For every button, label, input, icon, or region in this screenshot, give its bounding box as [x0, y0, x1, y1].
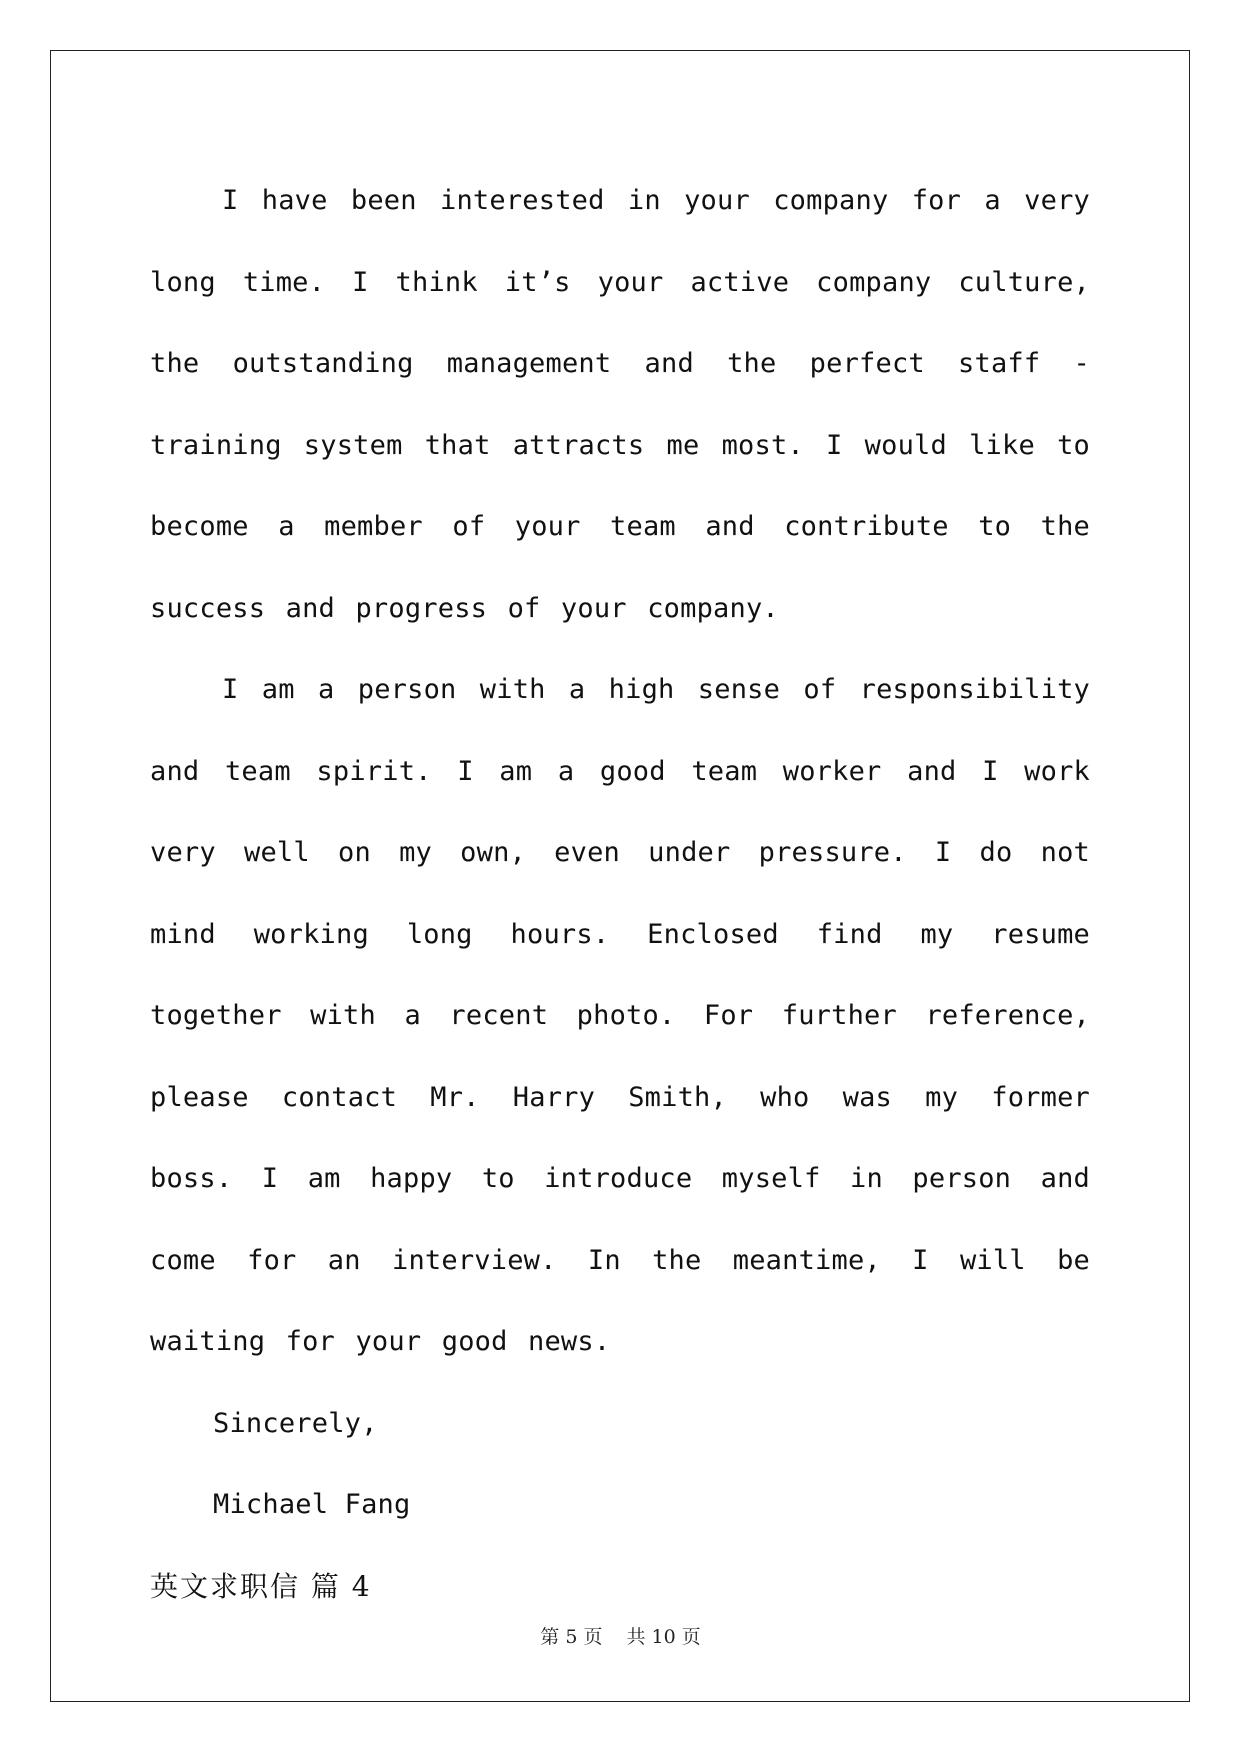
section-heading: 英文求职信 篇 4	[150, 1569, 372, 1603]
body-paragraph-1: I have been interested in your company for a very long time. I think it’s your active company culture, the outstanding management and the perfect staff -training system that attracts me most. I would like to become a member of your team and contribute to the success and progress of your company.	[150, 185, 1090, 624]
body-paragraph-2: I am a person with a high sense of responsibility and team spirit. I am a good team worker and I work very well on my own, even under pressure. I do not mind working long hours. Enclosed find my resume together with a recent photo. For further reference, please contact Mr. Harry Smith, who was my former boss. I am happy to introduce myself in person and come for an interview. In the meantime, I will be waiting for your good news.	[150, 674, 1090, 1357]
signature-name: Michael Fang	[213, 1489, 411, 1520]
letter-body	[150, 160, 1090, 1627]
page-number-current: 第 5 页	[540, 1626, 603, 1648]
page-footer	[0, 1622, 1241, 1649]
closing-line: Sincerely,	[213, 1407, 378, 1439]
page-number-total: 共 10 页	[626, 1626, 701, 1648]
